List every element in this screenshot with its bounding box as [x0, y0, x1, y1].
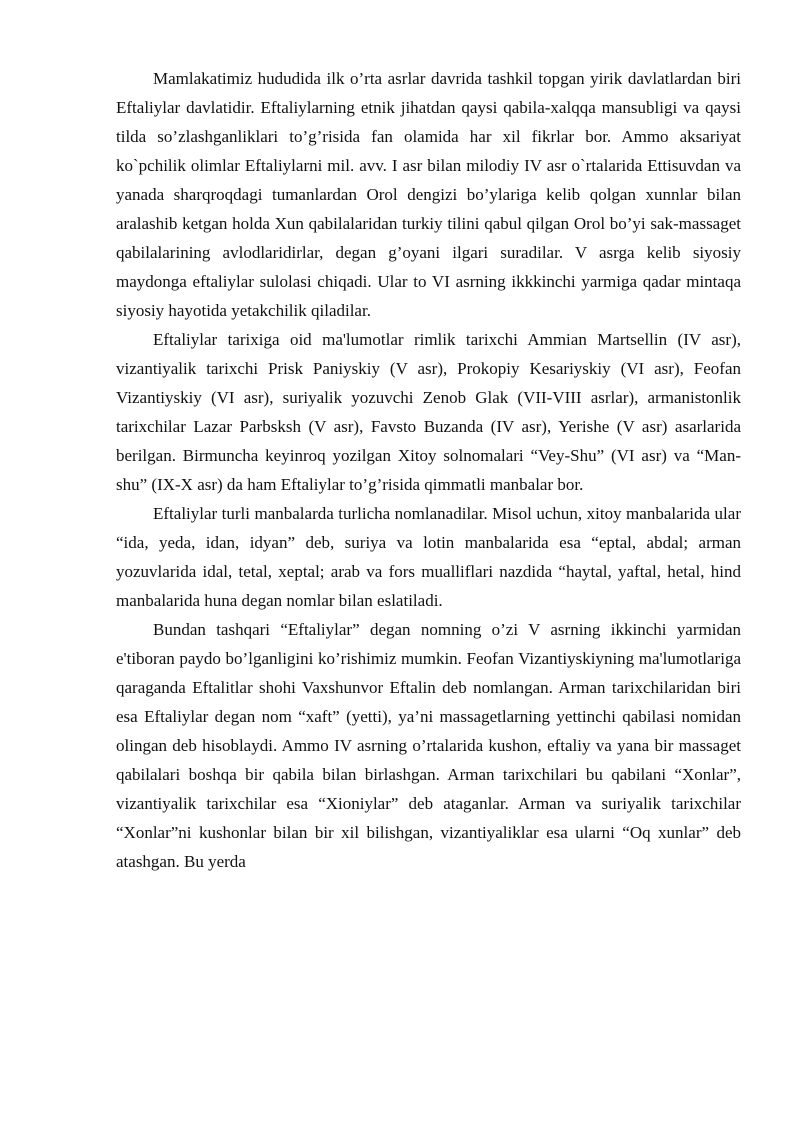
- paragraph-tarixiy-manbalar: Eftaliylar tarixiga oid ma'lumotlar rimlik tarixchi Ammian Martsellin (IV asr), vizantiyalik tarixchi Prisk Paniyskiy (V asr), Prokopiy Kesariyskiy (VI asr), Feofan Vizantiyskiy (VI asr), suriyalik yozuvchi Zenob Glak (VII-VIII asrlar), armanistonlik tarixchilar Lazar Parbsksh (V asr), Favsto Buzanda (IV asr), Yerishe (V asr) asarlarida berilgan. Birmuncha keyinroq yozilgan Xitoy solnomalari “Vey-Shu” (VI asr) va “Man-shu” (IX-X asr) da ham Eftaliylar to’g’risida qimmatli manbalar bor.: [116, 330, 741, 494]
- paragraph-turli-nomlanishi: Eftaliylar turli manbalarda turlicha nomlanadilar. Misol uchun, xitoy manbalarida ular “ida, yeda, idan, idyan” deb, suriya va lotin manbalarida esa “eptal, abdal; arman yozuvlarida idal, tetal, xeptal; arab va fors mualliflari nazdida “haytal, yaftal, hetal, hind manbalarida huna degan nomlar bilan eslatiladi.: [116, 504, 741, 610]
- paragraph-eftaliylar-davlati: Mamlakatimiz hududida ilk o’rta asrlar davrida tashkil topgan yirik davlatlardan biri Eftaliylar davlatidir. Eftaliylarning etnik jihatdan qaysi qabila-xalqqa mansubligi va qaysi tilda so’zlashganliklari to’g’risida fan olamida har xil fikrlar bor. Ammo aksariyat ko`pchilik olimlar Eftaliylarni mil. avv. I asr bilan milodiy IV asr o`rtalarida Ettisuvdan va yanada sharqroqdagi tumanlardan Orol dengizi bo’ylariga kelib qolgan xunnlar bilan aralashib ketgan holda Xun qabilalaridan turkiy tilini qabul qilgan Orol bo’yi sak-massaget qabilalarining avlodlaridirlar, degan g’oyani ilgari suradilar. V asrga kelib siyosiy maydonga eftaliylar sulolasi chiqadi. Ular to VI asrning ikkkinchi yarmiga qadar mintaqa siyosiy hayotida yetakchilik qiladilar.: [116, 69, 741, 320]
- paragraph-nom-kelib-chiqishi: Bundan tashqari “Eftaliylar” degan nomning o’zi V asrning ikkinchi yarmidan e'tiboran paydo bo’lganligini ko’rishimiz mumkin. Feofan Vizantiyskiyning ma'lumotlariga qaraganda Eftalitlar shohi Vaxshunvor Eftalin deb nomlangan. Arman tarixchilaridan biri esa Eftaliylar degan nom “xaft” (yetti), ya’ni massagetlarning yettinchi qabilasi nomidan olingan deb hisoblaydi. Ammo IV asrning o’rtalarida kushon, eftaliy va yana bir massaget qabilalari boshqa bir qabila bilan birlashgan. Arman tarixchilari bu qabilani “Xonlar”, vizantiyalik tarixchilar esa “Xioniylar” deb ataganlar. Arman va suriyalik tarixchilar “Xonlar”ni kushonlar bilan bir xil bilishgan, vizantiyaliklar esa ularni “Oq xunlar” deb atashgan. Bu yerda: [116, 620, 741, 871]
- document-body: [116, 64, 741, 876]
